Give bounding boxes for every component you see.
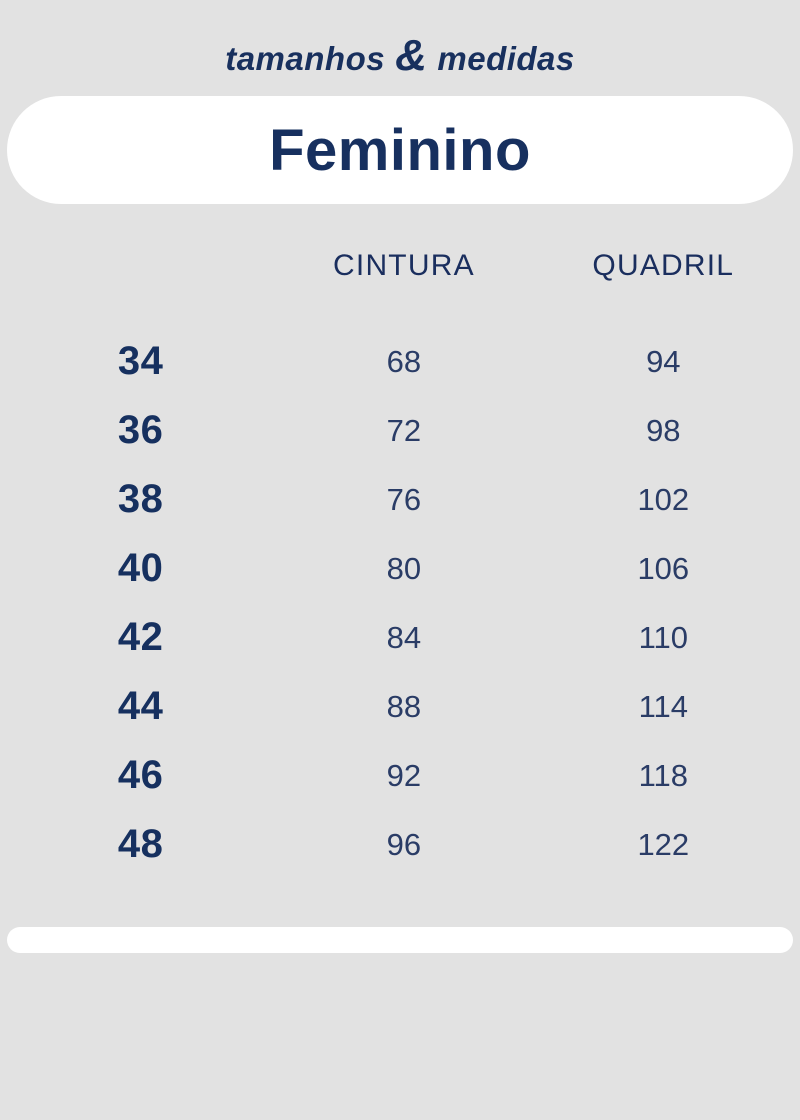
cell-quadril: 114: [638, 688, 689, 724]
cell-cintura: 96: [386, 826, 422, 862]
measurements-card: [7, 222, 793, 923]
column-header-size: [7, 248, 274, 327]
cell-cintura: 80: [386, 550, 422, 586]
cell-size: 42: [117, 615, 164, 659]
cell-cintura: 92: [386, 757, 422, 793]
table-row: [7, 672, 793, 741]
ampersand-glyph: &: [395, 31, 428, 80]
cell-size: 46: [117, 753, 164, 797]
cell-cintura: 68: [386, 343, 422, 379]
column-header-quadril: QUADRIL: [592, 249, 735, 282]
table-row: [7, 741, 793, 810]
cell-cintura: 72: [386, 412, 422, 448]
table-row: [7, 534, 793, 603]
table-row: [7, 327, 793, 396]
cell-quadril: 122: [637, 826, 690, 862]
cell-cintura: 88: [386, 688, 422, 724]
title-band: [7, 96, 793, 204]
cell-quadril: 102: [637, 481, 690, 517]
page-title: Feminino: [269, 117, 531, 183]
footer-block: [7, 959, 793, 1120]
cell-quadril: 94: [646, 343, 681, 379]
eyebrow-left-text: tamanhos: [225, 40, 386, 77]
cell-quadril: 110: [638, 619, 689, 655]
table-row: [7, 810, 793, 879]
cell-cintura: 76: [386, 481, 422, 517]
cell-size: 44: [117, 684, 164, 728]
eyebrow-heading: [0, 0, 800, 96]
table-row: [7, 396, 793, 465]
table-header: [7, 248, 793, 327]
table-row: [7, 603, 793, 672]
table-body: [7, 327, 793, 879]
cell-quadril: 106: [637, 550, 690, 586]
table-header-row: [7, 248, 793, 327]
cell-size: 48: [117, 822, 164, 866]
cell-size: 40: [117, 546, 164, 590]
cell-quadril: 98: [646, 412, 681, 448]
cell-cintura: 84: [386, 619, 422, 655]
eyebrow-right-text: medidas: [437, 40, 575, 77]
section-divider: [7, 927, 793, 953]
cell-quadril: 118: [638, 757, 689, 793]
column-header-cintura: CINTURA: [333, 249, 475, 282]
cell-size: 34: [117, 339, 164, 383]
table-row: [7, 465, 793, 534]
measurements-table: [7, 248, 793, 879]
cell-size: 38: [117, 477, 164, 521]
cell-size: 36: [117, 408, 164, 452]
